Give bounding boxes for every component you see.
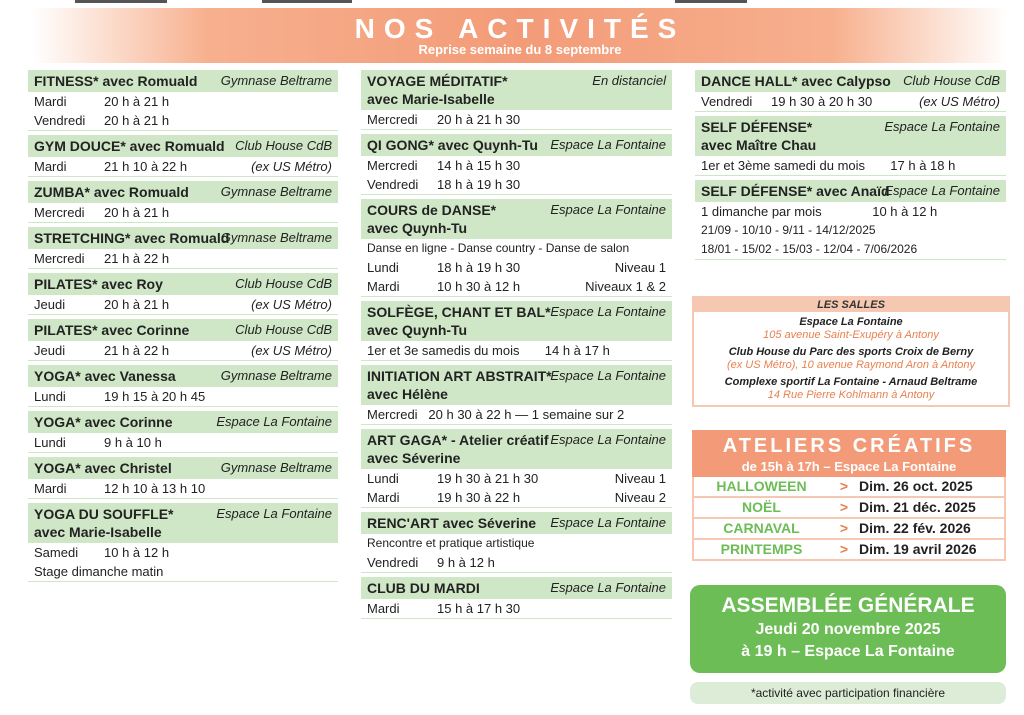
schedule-note: Niveaux 1 & 2 [585,279,666,294]
schedule-day: Vendredi [701,94,753,109]
schedule-time: 18 h à 19 h 30 [437,177,521,192]
activity-location: Club House CdB [903,73,1000,88]
venue-name: Complexe sportif La Fontaine - Arnaud Beltrame [724,376,978,388]
general-assembly-date: Jeudi 20 novembre 2025 [755,621,941,638]
schedule-row [28,387,338,406]
schedule-day: Mardi [367,490,400,505]
activity-header [28,135,338,157]
activity-header [695,70,1006,92]
schedule-text: 1 dimanche par mois 10 h à 12 h [701,204,938,219]
activity-header [28,457,338,479]
venue-item [694,376,1008,405]
activity-header [28,503,338,543]
activity-title: PILATES* avec Roy [34,276,163,292]
activity-block [28,273,338,315]
schedule-day: Vendredi [367,555,419,570]
schedule-day: Jeudi [34,297,66,312]
schedule-row [28,203,338,222]
schedule-row [28,111,338,130]
schedule-row [361,599,672,618]
venues-title: LES SALLES [694,298,1008,312]
activity-instructor: avec Marie-Isabelle [367,91,495,107]
column-2 [361,70,672,623]
activity-title: RENC'ART avec Séverine [367,515,537,531]
venue-name: Espace La Fontaine [799,316,903,328]
activity-location: Club House CdB [235,276,332,291]
activity-location: Espace La Fontaine [550,137,666,152]
activity-body [28,92,338,131]
activity-title: DANCE HALL* avec Calypso [701,73,891,89]
schedule-time: 20 h à 21 h 30 [437,112,521,127]
schedule-row [28,295,338,314]
activity-location: Espace La Fontaine [216,414,332,429]
activity-body [28,249,338,269]
workshop-row [692,498,1006,519]
activity-instructor: avec Maître Chau [701,137,817,153]
activity-header [361,301,672,341]
schedule-day: Lundi [367,471,399,486]
activity-body [28,157,338,177]
activity-block [28,365,338,407]
schedule-note: (ex US Métro) [251,343,332,358]
activity-header [361,199,672,239]
schedule-time: 19 h 15 à 20 h 45 [104,389,206,404]
workshops-box [692,430,1006,561]
workshop-date: Dim. 22 fév. 2026 [859,520,971,536]
activity-instructor: avec Hélène [367,386,448,402]
schedule-row [361,110,672,129]
page-title: NOS ACTIVITÉS [354,13,686,44]
activity-body [361,156,672,195]
workshop-name: CARNAVAL [723,520,800,536]
schedule-text: 1er et 3ème samedi du mois 17 h à 18 h [701,158,956,173]
activity-location: Gymnase Beltrame [220,73,332,88]
activity-block [28,181,338,223]
schedule-row [28,249,338,268]
activity-body [28,479,338,499]
activity-title: PILATES* avec Corinne [34,322,190,338]
venue-item [694,346,1008,372]
activity-block [28,227,338,269]
schedule-time: 15 h à 17 h 30 [437,601,521,616]
activity-title: ART GAGA* - Atelier créatif [367,432,549,448]
footnote: *activité avec participation financière [690,682,1006,704]
activity-title: COURS de DANSE* [367,202,497,218]
activity-location: Espace La Fontaine [884,183,1000,198]
activity-instructor: avec Marie-Isabelle [34,524,162,540]
activity-description: Danse en ligne - Danse country - Danse de salon [367,241,630,255]
venue-address: (ex US Métro), 10 avenue Raymond Aron à Antony [726,359,976,371]
schedule-row [361,277,672,296]
activity-instructor: avec Quynh-Tu [367,322,468,338]
activity-location: Espace La Fontaine [550,432,666,447]
activity-body [361,341,672,361]
activity-title: INITIATION ART ABSTRAIT* [367,368,552,384]
chevron-right-icon: > [839,478,849,494]
activity-location: Gymnase Beltrame [220,184,332,199]
workshop-date: Dim. 21 déc. 2025 [859,499,976,515]
schedule-row [361,156,672,175]
workshop-name: NOËL [742,499,781,515]
venues-box [692,296,1010,407]
schedule-day: Mercredi [367,112,418,127]
venue-address: 14 Rue Pierre Kohlmann à Antony [767,389,935,401]
activity-block [28,503,338,582]
schedule-row [28,433,338,452]
activity-header [361,134,672,156]
activity-body [28,433,338,453]
schedule-day: Mercredi [367,158,418,173]
activity-title: YOGA* avec Corinne [34,414,173,430]
activity-header [28,181,338,203]
schedule-row [28,479,338,498]
schedule-time: 19 h 30 à 20 h 30 [771,94,873,109]
schedule-day: Jeudi [34,343,66,358]
schedule-day: Mardi [367,279,400,294]
schedule-dates: 18/01 - 15/02 - 15/03 - 12/04 - 7/06/2026 [701,242,918,256]
activity-body [695,92,1006,112]
activity-location: Club House CdB [235,322,332,337]
page-subtitle: Reprise semaine du 8 septembre [418,42,622,57]
activity-block [361,577,672,619]
workshop-row [692,540,1006,561]
activity-header [361,512,672,534]
activity-header [28,411,338,433]
workshop-name: PRINTEMPS [720,541,803,557]
column-1 [28,70,338,586]
schedule-note: (ex US Métro) [251,159,332,174]
schedule-day: Mardi [34,481,67,496]
activity-header [695,180,1006,202]
activity-block [28,70,338,131]
schedule-time: 12 h 10 à 13 h 10 [104,481,206,496]
venue-address: 105 avenue Saint-Exupéry à Antony [763,329,939,341]
workshop-date: Dim. 19 avril 2026 [859,541,977,557]
schedule-day: Vendredi [34,113,86,128]
workshop-row [692,477,1006,498]
activity-body [361,469,672,508]
activity-block [28,135,338,177]
schedule-text: 1er et 3e samedis du mois 14 h à 17 h [367,343,610,358]
activity-header [695,116,1006,156]
activity-block [695,70,1006,112]
workshop-row [692,519,1006,540]
activity-block [361,429,672,508]
schedule-day: Lundi [34,389,66,404]
activity-location: Club House CdB [235,138,332,153]
schedule-note: (ex US Métro) [251,297,332,312]
schedule-day: Mercredi [34,205,85,220]
activity-block [361,199,672,297]
activity-title: SOLFÈGE, CHANT ET BAL* [367,304,551,320]
schedule-time: 9 h à 10 h [104,435,162,450]
activity-location: Espace La Fontaine [550,202,666,217]
activity-title: GYM DOUCE* avec Romuald [34,138,225,154]
top-bars [0,0,1024,8]
workshops-header [692,430,1006,477]
schedule-row [361,258,672,277]
activity-block [28,457,338,499]
activity-instructor: avec Quynh-Tu [367,220,468,236]
chevron-right-icon: > [839,499,849,515]
activity-body [361,110,672,130]
activity-header [361,365,672,405]
schedule-time: 20 h à 21 h [104,205,170,220]
chevron-right-icon: > [839,541,849,557]
schedule-time: 21 h à 22 h [104,251,170,266]
activity-body [28,387,338,407]
schedule-time: 10 h 30 à 12 h [437,279,521,294]
activity-location: Gymnase Beltrame [220,460,332,475]
schedule-time: 9 h à 12 h [437,555,495,570]
schedule-row [28,341,338,360]
activity-title: YOGA* avec Christel [34,460,172,476]
schedule-time: 19 h 30 à 21 h 30 [437,471,539,486]
schedule-time: 19 h 30 à 22 h [437,490,521,505]
workshop-date: Dim. 26 oct. 2025 [859,478,973,494]
general-assembly-place: à 19 h – Espace La Fontaine [741,643,955,660]
schedule-row [28,543,338,562]
schedule-row [361,488,672,507]
activity-location: Gymnase Beltrame [220,368,332,383]
activity-title: SELF DÉFENSE* [701,119,813,135]
activity-header [361,429,672,469]
activity-header [28,227,338,249]
activity-location: Espace La Fontaine [550,515,666,530]
activity-location: Espace La Fontaine [216,506,332,521]
activity-body [695,156,1006,176]
activity-location: Espace La Fontaine [550,368,666,383]
activity-body [28,203,338,223]
activity-title: YOGA DU SOUFFLE* [34,506,174,522]
activity-title: QI GONG* avec Quynh-Tu [367,137,538,153]
schedule-day: Mardi [367,601,400,616]
schedule-day: Lundi [367,260,399,275]
schedule-note: Niveau 1 [614,471,666,486]
general-assembly-box [690,585,1006,673]
schedule-row [361,175,672,194]
activity-header [28,70,338,92]
activity-header [28,273,338,295]
chevron-right-icon: > [839,520,849,536]
activity-block [361,70,672,130]
workshops-title: ATELIERS CRÉATIFS [722,435,976,457]
schedule-extra: Stage dimanche matin [34,564,164,579]
schedule-time: 14 h à 15 h 30 [437,158,521,173]
schedule-day: Mardi [34,94,67,109]
activity-body [28,341,338,361]
venue-item [694,316,1008,342]
activity-title: STRETCHING* avec Romuald [34,230,230,246]
activity-instructor: avec Séverine [367,450,461,466]
schedule-row [28,157,338,176]
activity-header [28,365,338,387]
activity-block [28,411,338,453]
schedule-time: 21 h à 22 h [104,343,170,358]
schedule-day: Mardi [34,159,67,174]
venue-name: Club House du Parc des sports Croix de Berny [728,346,974,358]
schedule-day: Samedi [34,545,79,560]
schedule-time: 21 h 10 à 22 h [104,159,188,174]
activity-block [361,365,672,425]
activity-header [28,319,338,341]
general-assembly-title: ASSEMBLÉE GÉNÉRALE [721,594,975,617]
header-banner [32,8,1008,63]
activity-body [361,239,672,297]
activity-block [28,319,338,361]
activity-location: Espace La Fontaine [550,304,666,319]
activity-location: Espace La Fontaine [884,119,1000,134]
schedule-dates: 21/09 - 10/10 - 9/11 - 14/12/2025 [701,223,876,237]
activity-title: ZUMBA* avec Romuald [34,184,189,200]
activity-body [695,202,1006,260]
workshop-name: HALLOWEEN [716,478,807,494]
activity-block [695,180,1006,260]
activity-title: YOGA* avec Vanessa [34,368,176,384]
schedule-time: 20 h à 21 h [104,297,170,312]
activity-title: FITNESS* avec Romuald [34,73,198,89]
activity-location: Gymnase Beltrame [220,230,332,245]
activity-title: VOYAGE MÉDITATIF* [367,73,508,89]
activity-block [361,512,672,573]
workshops-subtitle: de 15h à 17h – Espace La Fontaine [741,459,957,474]
activity-block [361,134,672,195]
activity-header [361,577,672,599]
schedule-day: Lundi [34,435,66,450]
activity-location: Espace La Fontaine [550,580,666,595]
activity-body [28,543,338,582]
schedule-day: Mercredi [34,251,85,266]
activity-body [28,295,338,315]
schedule-text: Mercredi 20 h 30 à 22 h — 1 semaine sur 2 [367,407,625,422]
schedule-row [361,553,672,572]
schedule-time: 20 h à 21 h [104,94,170,109]
activity-body [361,599,672,619]
schedule-note: (ex US Métro) [919,94,1000,109]
schedule-note: Niveau 2 [614,490,666,505]
column-3 [695,70,1006,264]
schedule-note: Niveau 1 [614,260,666,275]
schedule-row [695,92,1006,111]
activity-body [361,534,672,573]
activity-title: SELF DÉFENSE* avec Anaïd [701,183,890,199]
activity-block [695,116,1006,176]
activity-title: CLUB DU MARDI [367,580,480,596]
schedule-time: 10 h à 12 h [104,545,170,560]
schedule-row [28,92,338,111]
schedule-row [361,469,672,488]
schedule-time: 20 h à 21 h [104,113,170,128]
activity-description: Rencontre et pratique artistique [367,536,535,550]
activity-block [361,301,672,361]
schedule-day: Vendredi [367,177,419,192]
schedule-time: 18 h à 19 h 30 [437,260,521,275]
activity-header [361,70,672,110]
activity-location: En distanciel [592,73,666,88]
activity-body [361,405,672,425]
